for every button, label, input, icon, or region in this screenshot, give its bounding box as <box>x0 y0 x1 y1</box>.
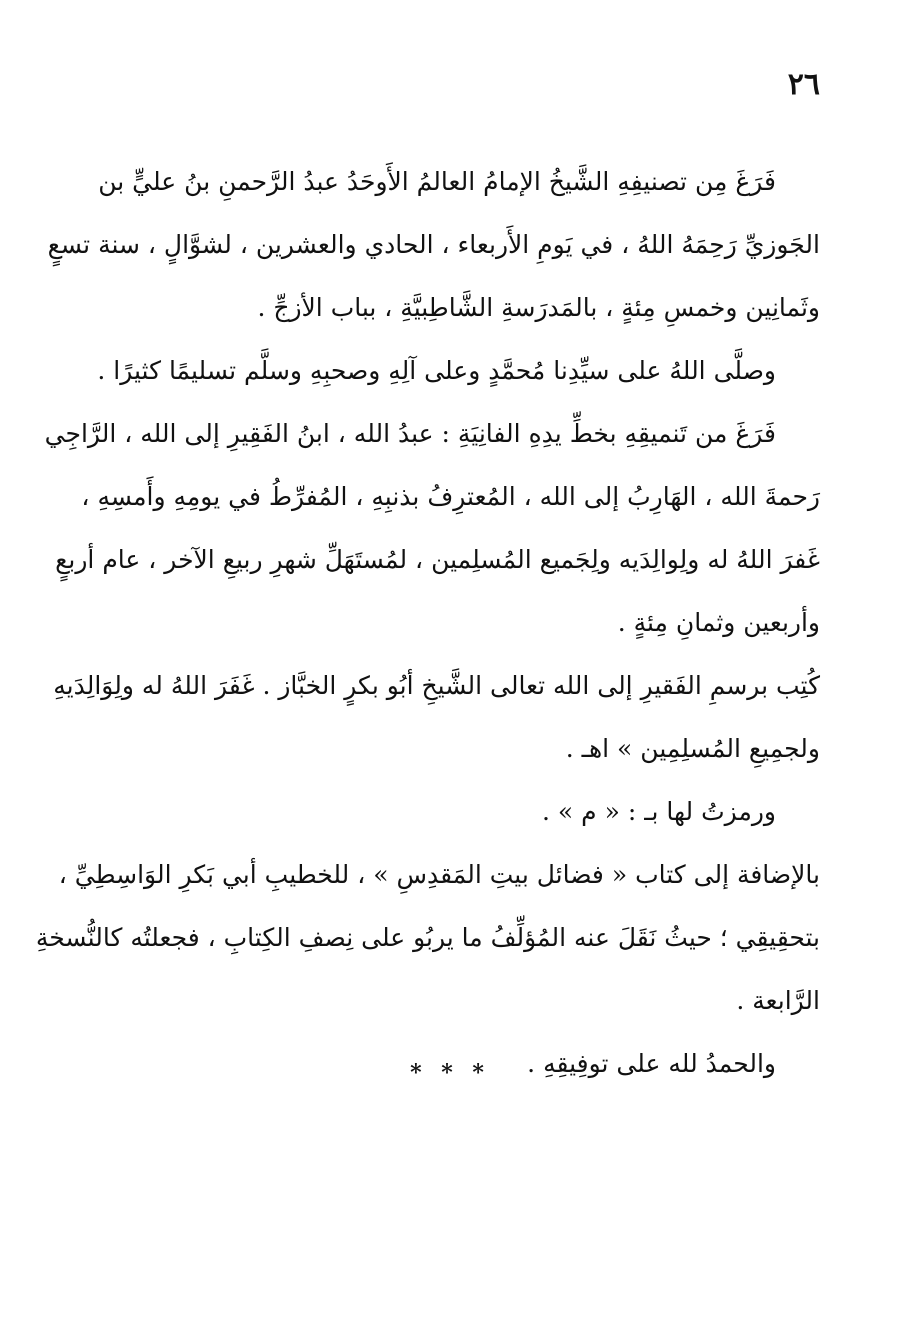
text-line: وثَمانِين وخمسِ مِئةٍ ، بالمَدرَسةِ الشَّاطِبيَّةِ ، بباب الأزجِّ . <box>257 293 820 322</box>
text-line: الجَوزيِّ رَحِمَهُ اللهُ ، في يَومِ الأَربعاء ، الحادي والعشرين ، لشوَّالٍ ، سنة تسعٍ <box>47 230 820 259</box>
text-line: وصلَّى اللهُ على سيِّدِنا مُحمَّدٍ وعلى آلِهِ وصحبِهِ وسلَّم تسليمًا كثيرًا . <box>97 356 776 385</box>
page-number: ٢٦ <box>787 67 820 102</box>
text-line: بالإضافة إلى كتاب « فضائل بيتِ المَقدِسِ » ، للخطيبِ أبي بَكرِ الوَاسِطِيِّ ، <box>58 860 820 889</box>
text-line: ورمزتُ لها بـ : « م » . <box>542 797 776 826</box>
body-text <box>35 150 820 1095</box>
section-separator: * * * <box>410 1060 490 1086</box>
text-line: والحمدُ لله على توفِيقِهِ . <box>527 1049 776 1078</box>
text-line: بتحقِيقِي ؛ حيثُ نَقَلَ عنه المُؤلِّفُ ما يربُو على نِصفِ الكِتابِ ، فجعلتُه كالنُّسخةِ <box>35 923 820 952</box>
text-line: الرَّابعة . <box>736 986 820 1015</box>
paragraph <box>78 780 820 843</box>
text-line: رَحمةَ الله ، الهَارِبُ إلى الله ، المُعترِفُ بذنبِهِ ، المُفرِّطُ في يومِهِ وأَمسِهِ ، <box>81 482 820 511</box>
paragraph <box>44 402 820 654</box>
text-line: فَرَغَ من تَنميقِهِ بخطِّ يدِهِ الفانِيَةِ : عبدُ الله ، ابنُ الفَقِيرِ إلى الله ، الرَّاجِي <box>44 419 776 448</box>
text-line: ولجمِيعِ المُسلِمِين » اهـ . <box>565 734 820 763</box>
paragraph <box>53 654 820 780</box>
text-line: وأربعين وثمانِ مِئةٍ . <box>617 608 820 637</box>
text-line: كُتِب برسمِ الفَقيرِ إلى الله تعالى الشَّيخِ أبُو بكرٍ الخبَّاز . غَفَرَ اللهُ له ولِوَالِدَيهِ <box>53 671 820 700</box>
paragraph <box>35 843 820 1032</box>
paragraph <box>78 339 820 402</box>
text-line: غَفرَ اللهُ له ولِوالِدَيه ولِجَميع المُسلِمين ، لمُستَهَلِّ شهرِ ربيعِ الآخر ، عام أربعٍ <box>55 545 820 574</box>
paragraph <box>47 150 820 339</box>
text-line: فَرَغَ مِن تصنيفِهِ الشَّيخُ الإمامُ العالمُ الأَوحَدُ عبدُ الرَّحمنِ بنُ عليٍّ بن <box>98 167 776 196</box>
